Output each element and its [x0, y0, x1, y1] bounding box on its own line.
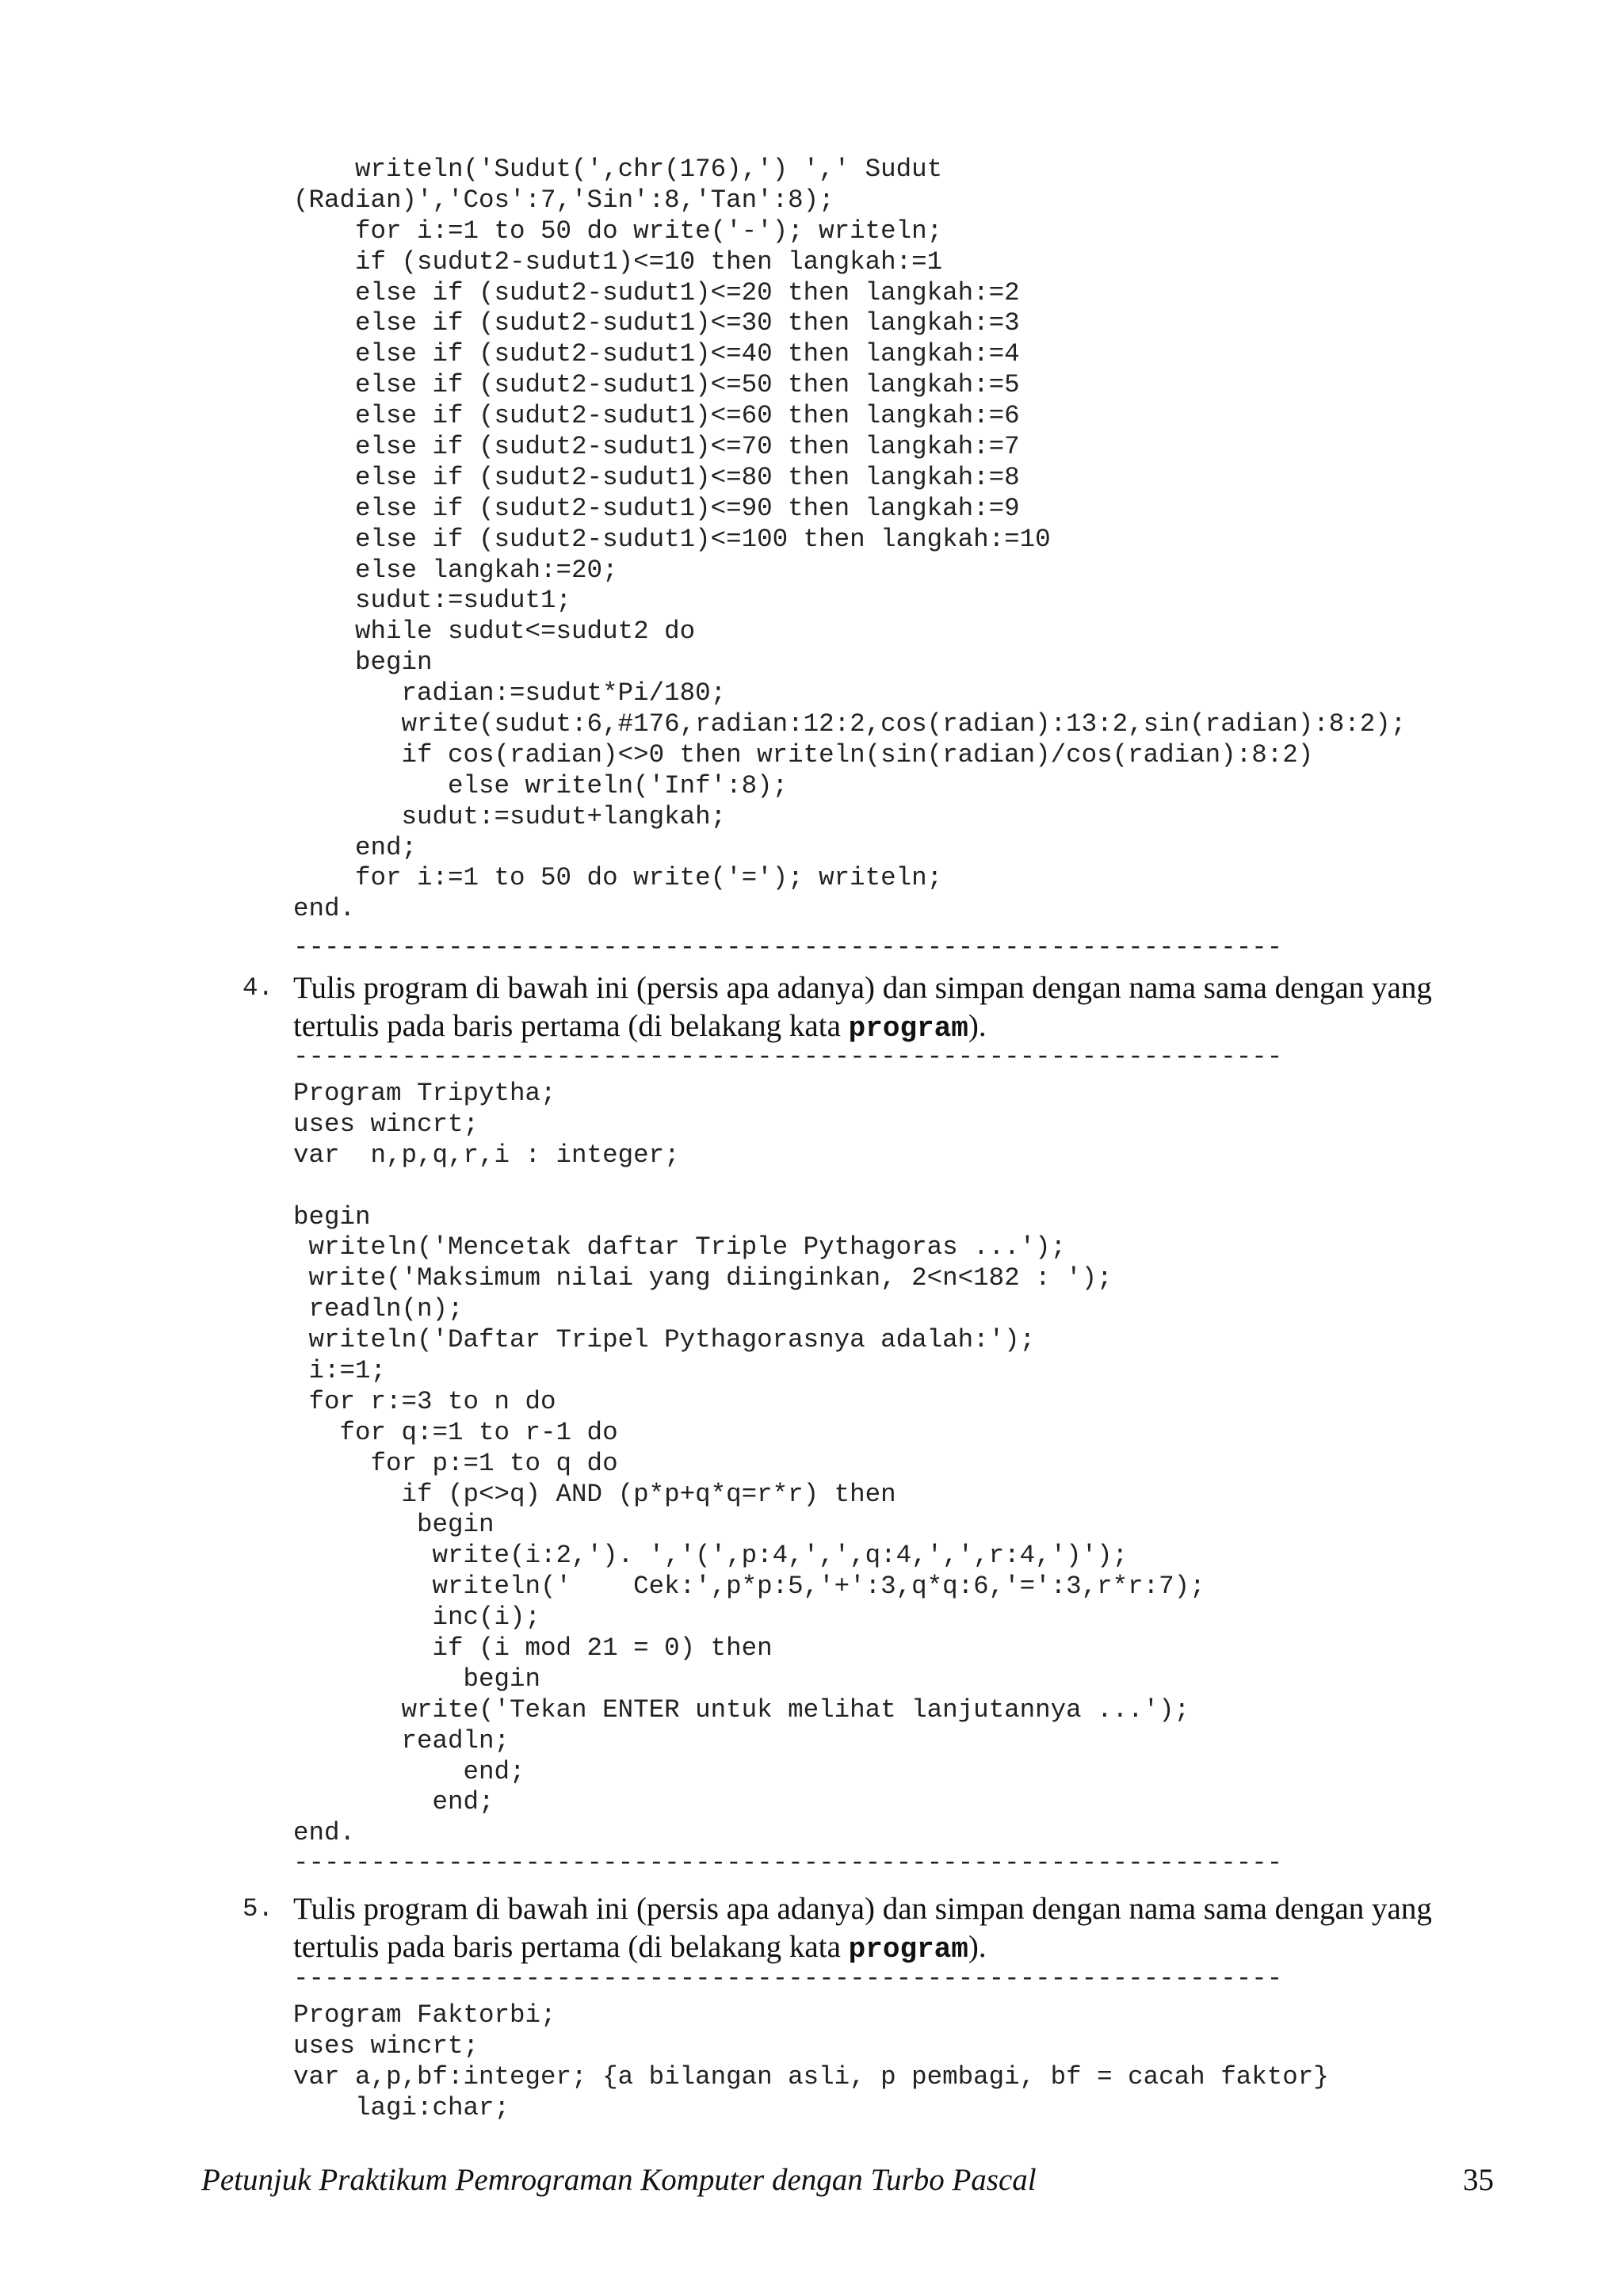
code-line: if (i mod 21 = 0) then: [293, 1633, 773, 1664]
code-line: else if (sudut2-sudut1)<=40 then langkah:=4: [293, 339, 1020, 369]
instruction-text: Tulis program di bawah ini (persis apa adanya) dan simpan dengan nama sama dengan yang tertulis pada baris pertama (di belakang kata: [293, 971, 1432, 1043]
code-line: writeln('Sudut(',chr(176),') ',' Sudut: [293, 155, 943, 184]
code-line: write(sudut:6,#176,radian:12:2,cos(radian):13:2,sin(radian):8:2);: [293, 709, 1407, 739]
keyword-program: program: [848, 1933, 968, 1966]
code-block-faktorbi: [293, 2000, 1329, 2124]
code-line: Program Tripytha;: [293, 1079, 556, 1108]
code-line: for p:=1 to q do: [293, 1448, 618, 1478]
code-line: radian:=sudut*Pi/180;: [293, 678, 727, 709]
footer-title: Petunjuk Praktikum Pemrograman Komputer dengan Turbo Pascal: [201, 2163, 1037, 2197]
code-line: else if (sudut2-sudut1)<=80 then langkah:=8: [293, 462, 1020, 492]
code-line: writeln(' Cek:',p*p:5,'+':3,q*q:6,'=':3,r*r:7);: [293, 1572, 1205, 1602]
item-number: 5.: [242, 1894, 274, 1924]
code-line: end.: [293, 894, 356, 924]
code-line: else if (sudut2-sudut1)<=90 then langkah:=9: [293, 493, 1020, 523]
code-line: else if (sudut2-sudut1)<=60 then langkah:=6: [293, 401, 1020, 431]
code-line: begin: [293, 1510, 495, 1540]
code-line: write(i:2,'). ','(',p:4,',',q:4,',',r:4,')');: [293, 1541, 1128, 1571]
code-line: for i:=1 to 50 do write('-'); writeln;: [293, 216, 943, 246]
code-line: uses wincrt;: [293, 2030, 479, 2061]
code-line: else langkah:=20;: [293, 555, 618, 585]
code-line: end;: [293, 1756, 525, 1786]
code-line: if (p<>q) AND (p*p+q*q=r*r) then: [293, 1479, 896, 1509]
code-line: end.: [293, 1818, 356, 1848]
code-line: Program Faktorbi;: [293, 2000, 556, 2030]
code-line: sudut:=sudut+langkah;: [293, 801, 727, 831]
code-line: end;: [293, 1787, 495, 1817]
instruction-text: Tulis program di bawah ini (persis apa adanya) dan simpan dengan nama sama dengan yang tertulis pada baris pertama (di belakang kata: [293, 1892, 1432, 1964]
code-line: [293, 1171, 1205, 1202]
code-line: var n,p,q,r,i : integer;: [293, 1140, 680, 1170]
code-line: else if (sudut2-sudut1)<=30 then langkah:=3: [293, 308, 1020, 338]
code-line: for i:=1 to 50 do write('='); writeln;: [293, 863, 943, 893]
code-line: readln;: [293, 1725, 510, 1755]
code-line: inc(i);: [293, 1603, 541, 1633]
code-line: else if (sudut2-sudut1)<=100 then langkah:=10: [293, 524, 1051, 554]
code-line: else writeln('Inf':8);: [293, 770, 789, 800]
page-number: 35: [1463, 2163, 1494, 2197]
instruction-text-end: ).: [968, 1930, 987, 1964]
separator-line: ----------------------------------------------------------------: [293, 1964, 1283, 1993]
code-block-tripytha: [293, 1079, 1205, 1849]
instruction-paragraph: [293, 1890, 1514, 1969]
code-line: uses wincrt;: [293, 1109, 479, 1139]
separator-line: ----------------------------------------------------------------: [293, 1848, 1283, 1878]
code-line: while sudut<=sudut2 do: [293, 617, 696, 647]
separator-line: ----------------------------------------------------------------: [293, 933, 1283, 962]
code-line: for r:=3 to n do: [293, 1386, 556, 1416]
code-line: for q:=1 to r-1 do: [293, 1417, 618, 1447]
code-block-sudut: [293, 155, 1406, 925]
code-line: else if (sudut2-sudut1)<=50 then langkah:=5: [293, 370, 1020, 400]
code-line: end;: [293, 832, 418, 862]
code-line: else if (sudut2-sudut1)<=70 then langkah:=7: [293, 432, 1020, 462]
instruction-text-end: ).: [968, 1009, 987, 1043]
code-line: i:=1;: [293, 1356, 387, 1386]
code-line: var a,p,bf:integer; {a bilangan asli, p pembagi, bf = cacah faktor}: [293, 2061, 1329, 2092]
code-line: (Radian)','Cos':7,'Sin':8,'Tan':8);: [293, 185, 834, 215]
code-line: lagi:char;: [293, 2092, 510, 2122]
code-line: if (sudut2-sudut1)<=10 then langkah:=1: [293, 246, 943, 277]
code-line: readln(n);: [293, 1294, 464, 1324]
item-number: 4.: [242, 973, 274, 1003]
keyword-program: program: [848, 1012, 968, 1045]
code-line: else if (sudut2-sudut1)<=20 then langkah:=2: [293, 277, 1020, 308]
code-line: write('Maksimum nilai yang diinginkan, 2<n<182 : ');: [293, 1263, 1113, 1293]
code-line: writeln('Daftar Tripel Pythagorasnya adalah:');: [293, 1325, 1036, 1355]
code-line: write('Tekan ENTER untuk melihat lanjutannya ...');: [293, 1694, 1190, 1725]
code-line: begin: [293, 648, 433, 678]
instruction-paragraph: [293, 969, 1514, 1048]
code-line: sudut:=sudut1;: [293, 586, 572, 616]
code-line: begin: [293, 1201, 371, 1232]
code-line: writeln('Mencetak daftar Triple Pythagoras ...');: [293, 1232, 1067, 1263]
code-line: if cos(radian)<>0 then writeln(sin(radian)/cos(radian):8:2): [293, 739, 1314, 770]
code-line: begin: [293, 1664, 541, 1694]
separator-line: ----------------------------------------------------------------: [293, 1042, 1283, 1072]
